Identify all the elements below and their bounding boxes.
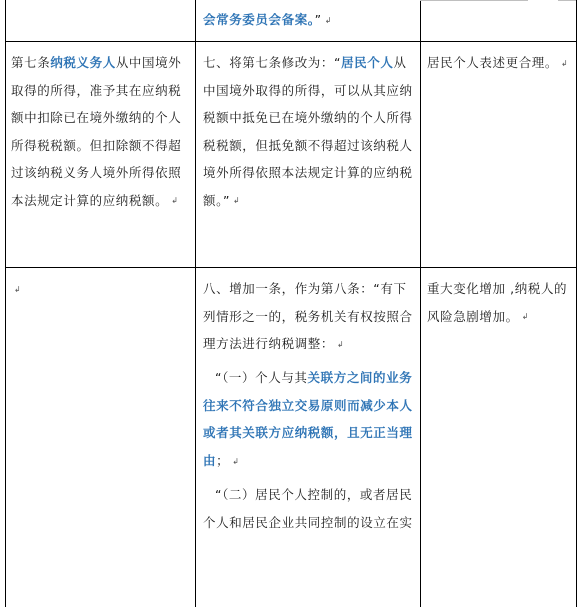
highlighted-text: 关联方之间的业务往来不符合独立交易原则而减少本人或者其关联方应纳税额，且无正当理由 (203, 370, 413, 468)
row1-old-text (11, 49, 191, 215)
table-border-right (576, 0, 577, 607)
row2-intro-text (203, 275, 415, 358)
row1-note-cell (427, 49, 573, 77)
paragraph-mark-icon: ↲ (521, 312, 529, 322)
plain-text: ” (314, 12, 322, 27)
row1-old-cell (11, 49, 191, 215)
row-divider-2 (5, 267, 577, 268)
plain-text: ； (216, 452, 230, 468)
plain-text: 从中国境外取得的所得，可以从其应纳税额中抵免已在境外缴纳的个人所得税税额，但抵免额不得超过该纳税人境外所得依照本法规定计算的应纳税额。” (203, 55, 413, 208)
paragraph-mark-icon: ↲ (561, 58, 568, 68)
paragraph-mark-icon: ↲ (337, 339, 344, 349)
page-top-rule-right (558, 0, 576, 1)
highlighted-text: 纳税义务人 (50, 55, 116, 70)
paragraph-mark-icon: ↲ (232, 456, 239, 466)
plain-text: 从中国境外取得的所得，准予其在应纳税额中扣除已在境外缴纳的个人所得税税额。但扣除额不得超过该纳税义务人境外所得依照本法规定计算的应纳税额。 (11, 55, 182, 208)
row2-old-text (11, 275, 191, 303)
plain-text: 八、增加一条，作为第八条：“有下列情形之一的，税务机关有权按照合理方法进行纳税调整： (203, 281, 413, 351)
row-divider-1 (5, 41, 577, 42)
row2-old-cell (11, 275, 191, 303)
row0-new-text (203, 6, 415, 34)
plain-text: “（一）个人与其 (215, 370, 308, 386)
highlighted-text: 会常务委员会备案。 (203, 12, 315, 27)
row2-note-cell (427, 275, 573, 331)
plain-text: 居民个人表述更合理。 (427, 55, 559, 70)
plain-text: “（二）居民个人控制的，或者居民个人和居民企业共同控制的设立在实 (203, 487, 413, 530)
plain-text: 七、将第七条修改为：“ (203, 55, 342, 70)
highlighted-text: 居民个人 (341, 55, 394, 70)
paragraph-mark-icon: ↲ (324, 15, 332, 25)
row1-note-text (427, 49, 573, 77)
row1-new-text (203, 49, 415, 215)
paragraph-mark-icon: ↲ (14, 284, 21, 294)
row0-new-cell (203, 6, 415, 34)
row1-new-cell (203, 49, 415, 215)
table-border-left (5, 0, 6, 607)
row2-item1-text (203, 364, 415, 475)
plain-text: 第七条 (11, 55, 51, 70)
page-top-rule (420, 0, 528, 1)
plain-text: 重大变化增加 ,纳税人的风险急剧增加。 (427, 281, 568, 324)
row2-note-text (427, 275, 573, 331)
paragraph-mark-icon: ↲ (233, 196, 240, 206)
column-divider-1 (195, 0, 196, 607)
row2-item2-text (203, 481, 415, 536)
row2-new-cell (203, 275, 415, 536)
column-divider-2 (420, 0, 421, 607)
paragraph-mark-icon: ↲ (171, 196, 178, 206)
